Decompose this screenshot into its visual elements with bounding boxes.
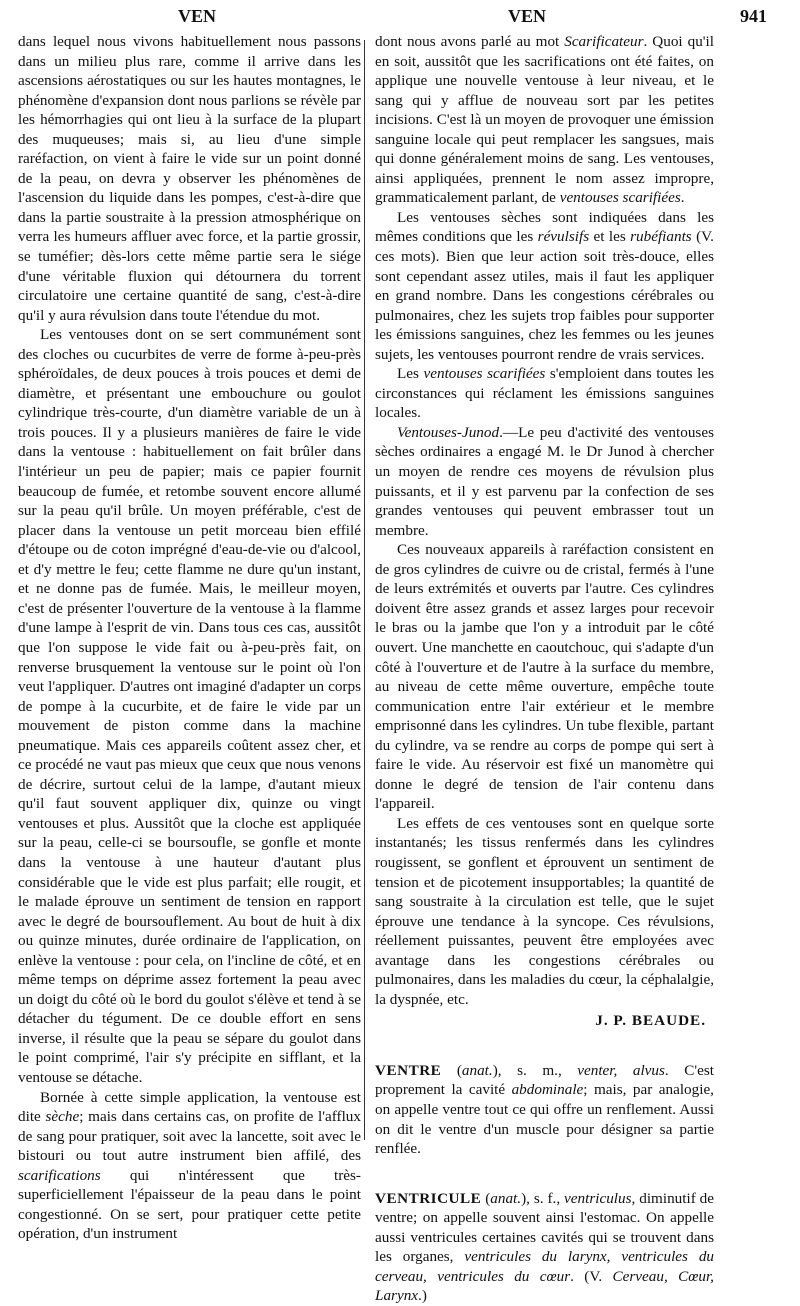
headword: VENTRE (375, 1061, 442, 1079)
column-divider (364, 40, 365, 1140)
headword: VENTRICULE (375, 1189, 482, 1207)
paragraph: Les effets de ces ventouses sont en quelque sorte instantanés; les tissus renfermés dans les cylindres rougissent, se gonflent et éprouvent un sentiment de tension et de picotement insupportables; la quantité de sang soustraite à la circulation est telle, que le sujet éprouve une tendance à la syncope. Ces révulsions, réellement puissantes, peuvent être employées avec avantage dans les congestions cérébrales ou pulmonaires, dans les maladies du cœur, la céphalalgie, la dyspnée, etc. (375, 814, 714, 1008)
paragraph: Les ventouses sèches sont indiquées dans les mêmes conditions que les révulsifs et les rubéfiants (V. ces mots). Bien que leur action soit très-douce, elles sont cependant assez utiles, mais il faut les appliquer en grand nombre. Dans les congestions cérébrales ou pulmonaires, chez les sujets trop faibles pour supporter les émissions sanguines, chez les femmes ou les jeunes sujets, les ventouses pourront rendre de vrais services. (375, 208, 714, 363)
paragraph: Ventouses-Junod.—Le peu d'activité des ventouses sèches ordinaires a engagé M. le Dr Junod à chercher un moyen de rendre ces moyens de révulsion plus puissants, et il y est parvenu par la confection de ses grandes ventouses qui peuvent embrasser tout un membre. (375, 423, 714, 539)
paragraph: Bornée à cette simple application, la ventouse est dite sèche; mais dans certains cas, on profite de l'afflux de sang pour pratiquer, soit avec la lancette, soit avec le bistouri ou tout autre instrument bien affilé, des scarifications qui n'intéressent que très-superficiellement l'épaisseur de la peau dans le point congestionné. On se sert, pour pratiquer cette petite opération, d'un instrument (18, 1088, 361, 1243)
paragraph: dans lequel nous vivons habituellement nous passons dans un milieu plus rare, comme il arrive dans les ascensions aérostatiques ou sur les hautes montagnes, le phénomène d'expansion dont nous parlions se révèle par les hémorrhagies qui ont lieu à la surface de la plupart des muqueuses; mais si, au lieu d'une simple raréfaction, on vient à faire le vide sur un point donné de la peau, on devra y observer les phénomènes de l'ascension du liquide dans les pompes, c'est-à-dire que dans la partie soustraite à la pression atmosphérique on verra les humeurs affluer avec force, et la partie grossir, se tuméfier; dès-lors cette même partie sera le siége d'une véritable fluxion qui détournera du torrent circulatoire une certaine quantité de sang, c'est-à-dire qu'il y aura révulsion dans toute l'étendue du mot. (18, 33, 361, 324)
page-number: 941 (740, 6, 767, 26)
author-signature: J. P. BEAUDE. (595, 1012, 706, 1030)
dictionary-entry-ventricule: VENTRICULE (anat.), s. f., ventriculus, diminutif de ventre; on appelle souvent ainsi l'estomac. On appelle aussi ventricules certaines cavités qui se trouvent dans les organes, ventricules du larynx, ventricules du cerveau, ventricules du cœur. (V. Cerveau, Cœur, Larynx.) (375, 1189, 715, 1305)
running-head-right: VEN (508, 6, 547, 26)
right-column (375, 32, 714, 1306)
dictionary-entry-ventre: VENTRE (anat.), s. m., venter, alvus. C'est proprement la cavité abdominale; mais, par analogie, on appelle ventre tout ce qui offre un renflement. Aussi on dit le ventre d'un muscle pour désigner sa partie renflée. (375, 1061, 714, 1158)
paragraph: Les ventouses scarifiées s'emploient dans toutes les circonstances qui réclament les émissions sanguines locales. (375, 365, 714, 422)
page-header (0, 6, 800, 32)
running-head-left: VEN (178, 6, 217, 26)
left-column (18, 32, 361, 1244)
paragraph: Les ventouses dont on se sert communément sont des cloches ou cucurbites de verre de forme à-peu-près sphéroïdales, de deux pouces à trois pouces et demi de diamètre, et présentant une embouchure ou goulot cylindrique très-courte, d'un diamètre variable de un à trois pouces. Il y a plusieurs manières de faire le vide dans la ventouse : habituellement on fait brûler dans l'intérieur un peu de papier; mais ce papier fournit beaucoup de fumée, et retombe souvent encore allumé sur la peau qu'il brûle. Un moyen préférable, c'est de placer dans la ventouse un petit morceau bien effilé d'étoupe ou de coton imprégné d'eau-de-vie ou d'alcool, et d'y mettre le feu; cette flamme ne dure qu'un instant, et ne donne pas de fumée. Mais, le meilleur moyen, c'est de présenter l'ouverture de la ventouse à la flamme d'une lampe à l'esprit de vin. Dans tous ces cas, aussitôt que l'on suppose le vide fait ou à-peu-près fait, on renverse brusquement la ventouse sur le point où l'on veut l'appliquer. D'autres ont imaginé d'adapter un corps de pompe à la cucurbite, et de faire le vide par un mouvement de piston comme dans la machine pneumatique. Mais ces appareils coûtent assez cher, et ce procédé ne vaut pas mieux que ceux que nous venons de décrire, surtout celui de la lampe, d'autant mieux qu'il faut souvent appliquer dix, quinze ou vingt ventouses et plus. Aussitôt que la cloche est appliquée sur la peau, celle-ci se boursoufle, se gonfle et monte dans la ventouse à une hauteur d'autant plus considérable que le vide est plus parfait; elle rougit, et le malade éprouve un sentiment de tension en rapport avec le degré de boursouflement. Au bout de huit à dix ou quinze minutes, durée ordinaire de l'application, on enlève la ventouse : pour cela, on l'incline de côté, et en même temps on déprime assez fortement la peau avec un doigt du côté où le bord du goulot s'élève et tend à se détacher du tégument. De ce double effort en sens inverse, il résulte que la peau se sépare du goulot dans le point comprimé, l'air s'y précipite en sifflant, et la ventouse se détache. (18, 326, 361, 1086)
paragraph: dont nous avons parlé au mot Scarificateur. Quoi qu'il en soit, aussitôt que les sacrifications ont été faites, on applique une nouvelle ventouse à leur niveau, et le sang qui y afflue de nouveau sort par les petites incisions. C'est là un moyen de provoquer une émission sanguine locale qui peut remplacer les sangsues, mais qui donne généralement moins de sang. Les ventouses, ainsi appliquées, prennent le nom assez impropre, grammaticalement parlant, de ventouses scarifiées. (375, 33, 714, 207)
paragraph: Ces nouveaux appareils à raréfaction consistent en de gros cylindres de cuivre ou de cristal, fermés à l'une de leurs extrémités et ouverts par l'autre. Ces cylindres doivent être assez grands et assez larges pour recevoir le bras ou la jambe que l'on y a introduit par le côté ouvert. Une manchette en caoutchouc, qui s'adapte d'un côté à l'ouverture et de l'autre à la surface du membre, au niveau de cette même ouverture, empêche toute communication entre l'air extérieur et le membre emprisonné dans les cylindres. Un tube flexible, partant du cylindre, va se rendre au corps de pompe qui sert à faire le vide. Au réservoir est fixé un manomètre qui donne le degré de tension de l'air contenu dans l'appareil. (375, 541, 714, 813)
